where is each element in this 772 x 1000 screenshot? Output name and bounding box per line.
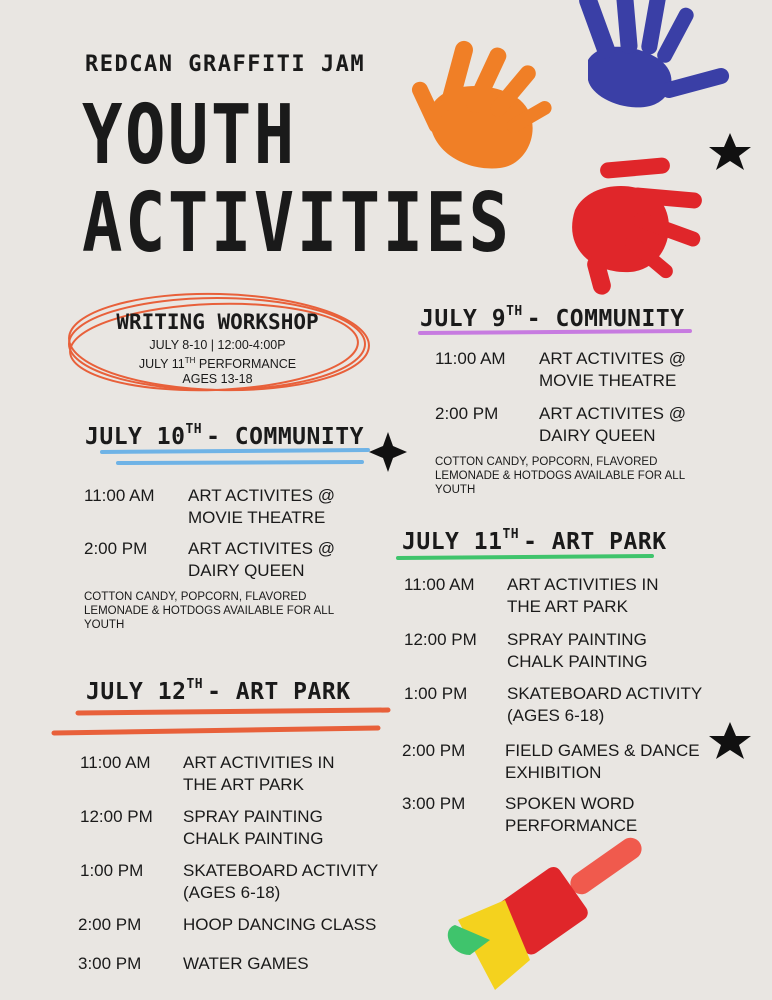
schedule-row: [80, 752, 410, 798]
row-activity: SPOKEN WORD PERFORMANCE: [505, 794, 638, 835]
schedule-row: [78, 953, 408, 977]
row-time: 2:00 PM: [402, 741, 466, 760]
red-handprint-icon: [572, 157, 702, 297]
row-time: 3:00 PM: [78, 954, 142, 973]
row-activity: ART ACTIVITES @ MOVIE THEATRE: [188, 486, 335, 527]
schedule-row: [80, 806, 410, 852]
row-time: 3:00 PM: [402, 794, 466, 813]
row-activity: ART ACTIVITIES IN THE ART PARK: [507, 575, 659, 616]
july10-refreshments-note: COTTON CANDY, POPCORN, FLAVORED LEMONADE & HOTDOGS AVAILABLE FOR ALL YOUTH: [84, 591, 334, 631]
schedule-row: [80, 860, 410, 906]
july12-heading: JULY 12TH - ART PARK: [86, 677, 351, 705]
july11-underline: [398, 556, 652, 558]
workshop-performance: JULY 11TH PERFORMANCE: [138, 356, 297, 372]
row-time: 11:00 AM: [84, 486, 155, 505]
schedule-row: [402, 740, 732, 786]
workshop-ages: AGES 13-18: [182, 372, 253, 387]
blue-handprint-icon: [577, 0, 731, 107]
july10-underline: [102, 450, 368, 463]
schedule-row: [404, 683, 734, 729]
july11-heading: JULY 11TH - ART PARK: [402, 527, 667, 555]
schedule-row: [435, 403, 725, 449]
row-time: 2:00 PM: [78, 915, 142, 934]
schedule-row: [404, 574, 734, 620]
schedule-row: [402, 793, 732, 839]
row-time: 11:00 AM: [404, 575, 475, 594]
row-time: 11:00 AM: [80, 753, 151, 772]
row-activity: SPRAY PAINTING CHALK PAINTING: [183, 807, 324, 848]
row-time: 2:00 PM: [84, 539, 148, 558]
paintbrush-icon: [448, 833, 646, 990]
row-activity: FIELD GAMES & DANCE EXHIBITION: [505, 741, 700, 782]
schedule-row: [78, 914, 408, 938]
schedule-row: [404, 629, 734, 675]
row-time: 1:00 PM: [404, 684, 468, 703]
orange-handprint-icon: [409, 39, 554, 169]
july9-heading: JULY 9TH - COMMUNITY: [420, 304, 685, 332]
row-activity: ART ACTIVITES @ DAIRY QUEEN: [539, 404, 686, 445]
row-time: 11:00 AM: [435, 349, 506, 368]
workshop-title: WRITING WORKSHOP: [116, 310, 319, 334]
schedule-row: [435, 348, 725, 394]
title-activities: ACTIVITIES: [82, 176, 512, 271]
schedule-row: [84, 485, 374, 531]
row-activity: WATER GAMES: [183, 954, 309, 973]
title-youth: YOUTH: [82, 88, 297, 183]
row-time: 12:00 PM: [80, 807, 153, 826]
event-kicker: REDCAN GRAFFITI JAM: [85, 52, 366, 77]
row-activity: HOOP DANCING CLASS: [183, 915, 377, 934]
schedule-row: [84, 538, 374, 584]
row-activity: SKATEBOARD ACTIVITY (AGES 6-18): [183, 861, 378, 902]
july12-underline: [54, 710, 388, 733]
writing-workshop: [85, 310, 350, 387]
row-activity: ART ACTIVITES @ MOVIE THEATRE: [539, 349, 686, 390]
july9-refreshments-note: COTTON CANDY, POPCORN, FLAVORED LEMONADE & HOTDOGS AVAILABLE FOR ALL YOUTH: [435, 456, 685, 496]
row-time: 2:00 PM: [435, 404, 499, 423]
row-activity: ART ACTIVITIES IN THE ART PARK: [183, 753, 335, 794]
july10-heading: JULY 10TH - COMMUNITY: [85, 422, 364, 450]
row-activity: ART ACTIVITES @ DAIRY QUEEN: [188, 539, 335, 580]
row-time: 1:00 PM: [80, 861, 144, 880]
row-time: 12:00 PM: [404, 630, 477, 649]
workshop-dates: JULY 8-10 | 12:00-4:00P: [149, 338, 286, 352]
row-activity: SKATEBOARD ACTIVITY (AGES 6-18): [507, 684, 702, 725]
star-icon: [709, 133, 751, 170]
sparkle-icon: [369, 432, 407, 472]
row-activity: SPRAY PAINTING CHALK PAINTING: [507, 630, 648, 671]
